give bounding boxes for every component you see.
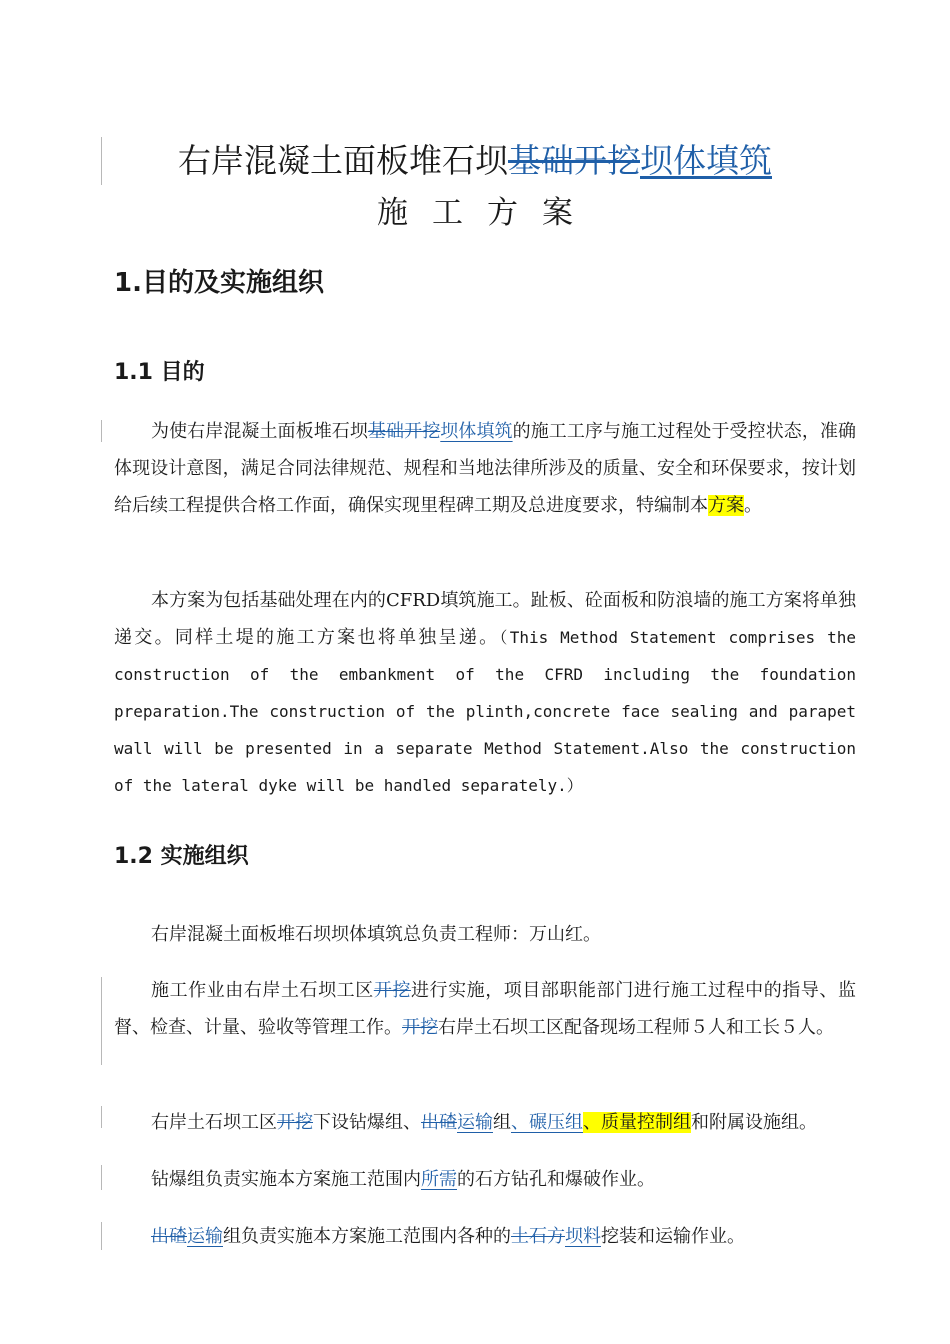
drilling-paragraph: [114, 1161, 856, 1198]
work-area-text-c: 右岸土石坝工区配备现场工程师５人和工长５人。: [438, 1017, 834, 1038]
change-bar-org-p3: [101, 1106, 102, 1128]
purpose-paragraph: [114, 413, 856, 524]
chief-engineer-paragraph: 右岸混凝土面板堆石坝坝体填筑总负责工程师：万山红。: [151, 924, 601, 945]
scope-text-chinese: 本方案为包括基础处理在内的CFRD填筑施工。趾板、砼面板和防浪墙的施工方案将单独递交。同样土堤的施工方案也将单独呈递。: [114, 590, 856, 648]
document-subtitle: 施工方案: [377, 195, 597, 231]
change-bar-org-p2: [101, 977, 102, 1065]
change-bar-org-p5: [101, 1222, 102, 1250]
transport-text-b: 挖装和运输作业。: [601, 1226, 745, 1247]
purpose-text-a: 为使右岸混凝土面板堆石坝: [151, 421, 368, 442]
groups-inserted-1: 运输: [457, 1112, 493, 1133]
title-inserted-text: 坝体填筑: [640, 141, 772, 180]
work-area-deleted-1: 开挖: [373, 980, 411, 1001]
groups-deleted-1: 开挖: [277, 1112, 313, 1133]
work-area-deleted-2: 开挖: [402, 1017, 438, 1038]
title-deleted-text: 基础开挖: [508, 141, 640, 180]
drilling-text-a: 钻爆组负责实施本方案施工范围内: [151, 1169, 421, 1190]
drilling-inserted-text: 所需: [421, 1169, 457, 1190]
purpose-inserted-text: 坝体填筑: [440, 421, 513, 442]
purpose-text-end: 。: [744, 495, 762, 516]
work-area-paragraph: [114, 972, 856, 1046]
groups-text-a: 右岸土石坝工区: [151, 1112, 277, 1133]
document-title: [0, 137, 950, 185]
groups-paragraph: [114, 1104, 856, 1141]
purpose-text-b: 的施工工序与施工过程处于受控状态，准确体现设计意图，满足合同法律规范、规程和当地法律所涉及的质量、安全和环保要求，按计划给后续工程提供合格工作面，确保实现里程碑工期及总进度要求，特编制本: [114, 421, 857, 516]
groups-text-b: 下设钻爆组、: [313, 1112, 421, 1133]
groups-deleted-2: 出碴: [421, 1112, 457, 1133]
purpose-highlighted-text: 方案: [708, 495, 744, 516]
change-bar-org-p4: [101, 1165, 102, 1190]
purpose-deleted-text: 基础开挖: [367, 421, 441, 442]
transport-inserted-2: 坝料: [565, 1226, 601, 1247]
title-prefix: 右岸混凝土面板堆石坝: [178, 141, 508, 180]
transport-inserted-1: 运输: [187, 1226, 223, 1247]
groups-text-c: 组: [493, 1112, 511, 1133]
work-area-text-b: 进行实施，项目部职能部门进行施工过程中的指导、监督、检查、计量、验收等管理工作。: [114, 980, 857, 1038]
drilling-text-b: 的石方钻孔和爆破作业。: [457, 1169, 655, 1190]
section-heading-1-1: 1.1 目的: [114, 360, 205, 385]
transport-deleted-1: 出碴: [151, 1226, 187, 1247]
groups-text-d: 和附属设施组。: [691, 1112, 817, 1133]
section-heading-1: 1.目的及实施组织: [114, 268, 324, 298]
groups-inserted-2: 、碾压组: [511, 1112, 583, 1133]
scope-paragraph: [114, 582, 856, 804]
transport-deleted-2: 土石方: [511, 1226, 565, 1247]
transport-text-a: 组负责实施本方案施工范围内各种的: [223, 1226, 511, 1247]
section-heading-1-2: 1.2 实施组织: [114, 844, 249, 869]
change-bar-purpose: [101, 420, 102, 442]
transport-paragraph: [114, 1218, 856, 1255]
scope-text-english: （This Method Statement comprises the construction of the embankment of the CFRD including the foundation preparation.The construction of the plinth,concrete face sealing and parapet wall will be presented in a separate Method Statement.Also the construction of the lateral dyke will be handled separately.）: [114, 628, 856, 795]
groups-highlighted-text: 、质量控制组: [583, 1112, 691, 1133]
work-area-text-a: 施工作业由右岸土石坝工区: [151, 980, 374, 1001]
